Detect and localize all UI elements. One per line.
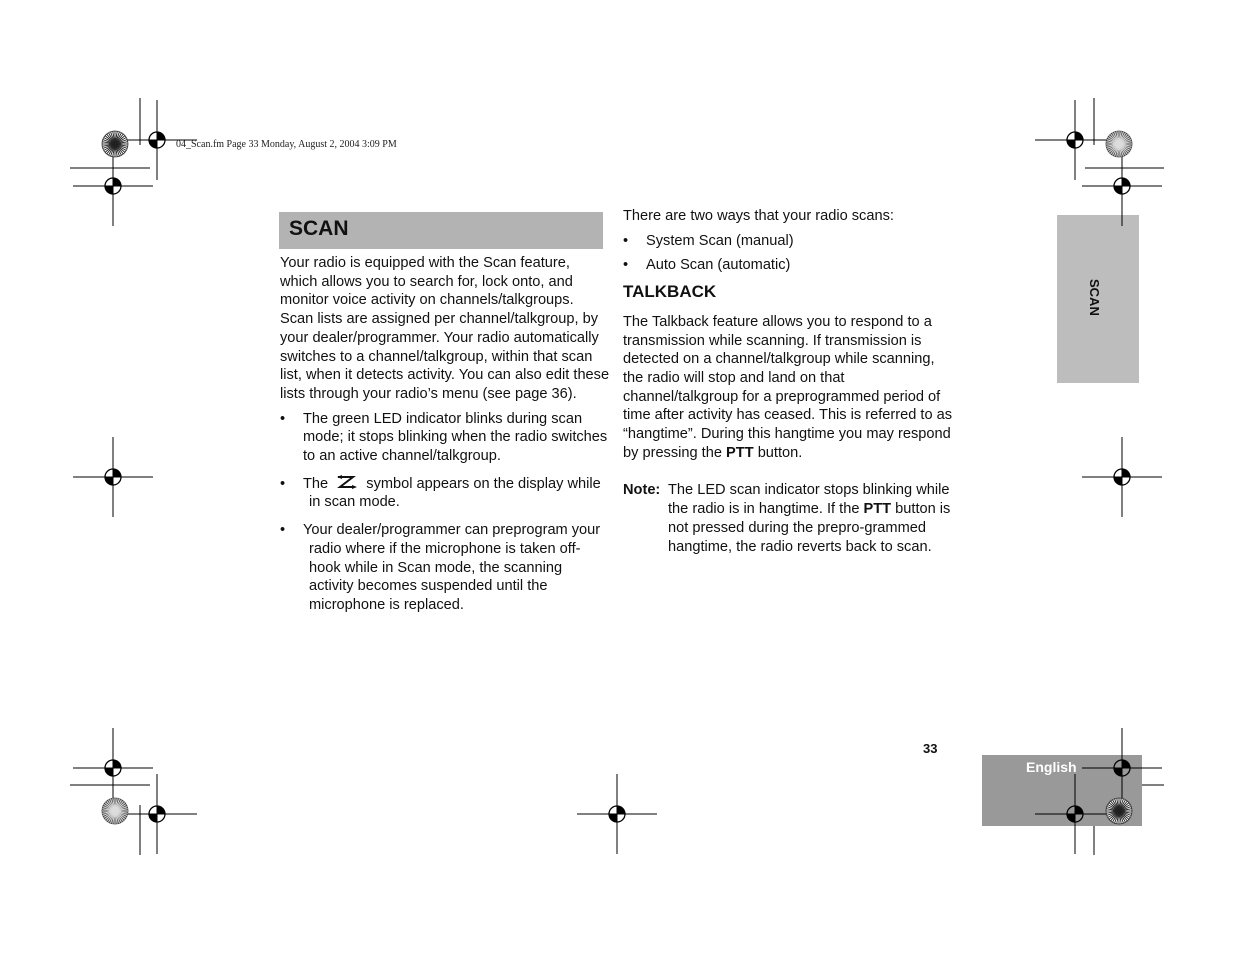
- note-text: The LED scan indicator stops blinking while the radio is in hangtime. If the: [668, 482, 950, 518]
- registration-crosshair-icon: [1035, 100, 1115, 180]
- registration-crosshair-icon: [577, 774, 657, 854]
- starburst-target-icon: [1106, 131, 1132, 157]
- registration-crosshair-icon: [117, 100, 197, 180]
- starburst-target-icon: [102, 798, 128, 824]
- scan-way-auto: Auto Scan (automatic): [646, 257, 791, 274]
- registration-crosshair-icon: [73, 728, 153, 808]
- section-heading: SCAN: [289, 217, 349, 240]
- starburst-target-icon: [1106, 798, 1132, 824]
- ptt-label: PTT: [726, 444, 754, 461]
- bullet-text: The green LED indicator blinks during scan mode; it stops blinking when the radio switches to an active channel/talkgroup.: [303, 410, 608, 465]
- side-tab-label: SCAN: [1087, 279, 1102, 316]
- bullet-marker: •: [623, 257, 629, 274]
- ptt-label: PTT: [863, 501, 892, 518]
- registration-crosshair-icon: [1035, 774, 1115, 854]
- bullet-marker: •: [280, 410, 286, 427]
- registration-crosshair-icon: [1082, 146, 1162, 226]
- note-text-end: button is not pressed during the prepro-grammed hangtime, the radio reverts back to scan.: [668, 501, 951, 555]
- bullet-text-pre: The: [303, 475, 329, 492]
- talkback-text-end: button.: [757, 444, 803, 461]
- scan-ways-intro: There are two ways that your radio scans:: [623, 208, 894, 224]
- registration-crosshair-icon: [73, 146, 153, 226]
- registration-crosshair-icon: [1082, 437, 1162, 517]
- talkback-heading: TALKBACK: [623, 282, 717, 302]
- bullet-text: Your dealer/programmer can preprogram your radio where if the microphone is taken off-hook while in Scan mode, the scanning activity becomes suspended until the microphone is replaced.: [303, 522, 601, 613]
- talkback-text: The Talkback feature allows you to respond to a transmission while scanning. If transmission is detected on a channel/talkgroup while scanning, the radio will stop and land on that channel/talkgroup for a preprogrammed period of time after activity has ceased. This is referred to as “hangtime”. During this hangtime you may respond by pressing the: [623, 313, 953, 461]
- page-number: 33: [923, 741, 938, 756]
- registration-crosshair-icon: [1082, 728, 1162, 808]
- file-header-line: 04_Scan.fm Page 33 Monday, August 2, 2004 3:09 PM: [176, 139, 397, 150]
- note-label: Note:: [623, 482, 661, 499]
- bullet-marker: •: [623, 232, 629, 249]
- language-label: English: [1026, 759, 1077, 775]
- bullet-marker: •: [280, 475, 286, 492]
- bullet-text-post: symbol appears on the display while in scan mode.: [309, 475, 601, 511]
- scan-intro: Your radio is equipped with the Scan feature, which allows you to search for, lock onto, and monitor voice activity on channels/talkgroups. Scan lists are assigned per channel/talkgroup, by your dealer/programmer. Your radio automatically switches to a channel/talkgroup, within that scan list, when it detects activity. You can also edit these lists through your radio’s menu (see page 36).: [280, 255, 610, 402]
- registration-crosshair-icon: [117, 774, 197, 854]
- registration-crosshair-icon: [73, 437, 153, 517]
- bullet-marker: •: [280, 522, 286, 539]
- starburst-target-icon: [102, 131, 128, 157]
- scan-way-system: System Scan (manual): [646, 232, 794, 249]
